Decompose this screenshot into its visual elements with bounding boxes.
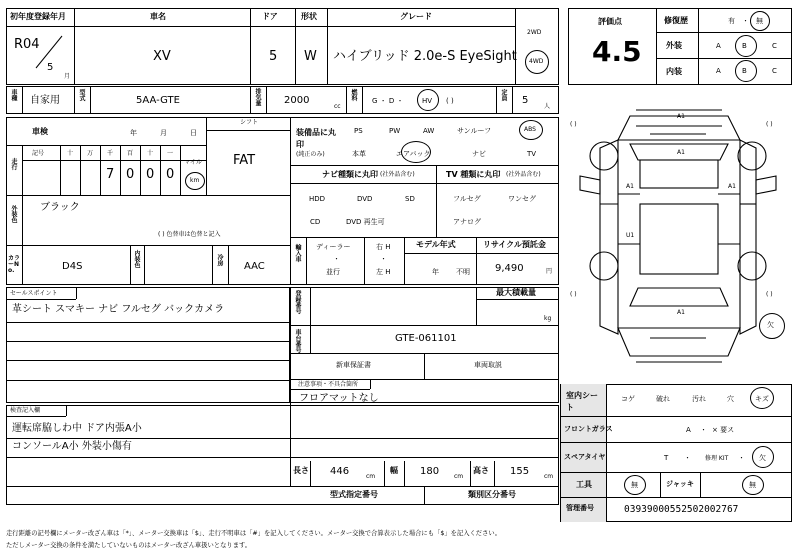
diagram-a1-right: A1	[728, 183, 736, 190]
windshield-label: フロントガラス	[564, 425, 613, 433]
interior-grade-label: 内装	[666, 67, 682, 76]
shift-value: FAT	[233, 153, 256, 168]
windshield-a: A	[686, 426, 691, 434]
import-label: 輸入車	[294, 244, 301, 262]
color-no-label: カラーNo.	[8, 255, 21, 274]
diagram-paren-2: ( )	[766, 121, 773, 128]
mileage-km: km	[190, 177, 200, 184]
capacity-value: 5	[522, 95, 529, 106]
exterior-grade-label: 外装	[666, 41, 682, 50]
drive-2wd: 2WD	[527, 29, 542, 36]
windshield-x: × 要ス	[712, 426, 735, 434]
width-value: 180	[420, 466, 440, 477]
capacity-unit: 人	[544, 103, 551, 110]
use-value: 自家用	[30, 95, 60, 106]
mileage-digit-label-1: 十	[67, 150, 74, 157]
color-no-value: D4S	[62, 261, 83, 272]
notes-label: 注意事項・不具合箇所	[298, 381, 359, 388]
sheet-burn: コゲ	[621, 395, 635, 403]
diagram-paren-1: ( )	[570, 121, 577, 128]
inspection-year: 年	[130, 129, 137, 137]
sheet-tear: 破れ	[656, 395, 670, 403]
interior-color-label: 内装色	[133, 250, 140, 268]
diagram-a1-left: A1	[626, 183, 634, 190]
diagram-paren-4: ( )	[766, 291, 773, 298]
equip-tv: TV	[527, 150, 537, 158]
inspection-month: 月	[160, 129, 167, 137]
equip-aw: AW	[423, 127, 435, 135]
model-year-unknown: 不明	[456, 268, 470, 276]
exterior-color-label: 外装色	[10, 205, 17, 223]
row2-block	[6, 86, 559, 114]
repair-yes: 有	[728, 17, 735, 25]
month-unit: 月	[64, 73, 71, 80]
length-unit: cm	[366, 473, 376, 480]
recycle-value: 9,490	[495, 263, 524, 274]
car-name-label: 車名	[150, 12, 166, 21]
first-reg-month: 5	[47, 62, 54, 73]
import-right-h: 右 H	[376, 243, 391, 251]
ac-label: 冷房	[216, 254, 223, 266]
model-value: 5AA-GTE	[136, 95, 180, 106]
mileage-digit-label-4: 百	[127, 150, 134, 157]
mileage-digit-label-5: 十	[147, 150, 154, 157]
equip-navi: ナビ	[472, 150, 486, 158]
navi-cd: CD	[310, 218, 321, 226]
first-reg-era: R04	[14, 37, 40, 52]
top-left-block	[6, 8, 559, 85]
diagram-mark: 欠	[767, 321, 774, 329]
spare-label: スペアタイヤ	[564, 453, 606, 461]
mileage-digit-label-0: 記号	[32, 150, 45, 157]
displacement-value: 2000	[284, 95, 310, 106]
jack-label: ジャッキ	[666, 480, 694, 488]
inspector-line1: 運転席脇しわ中 ドア内張A小	[12, 423, 142, 434]
interior-grade-a: A	[716, 67, 721, 75]
inspection-day: 日	[190, 129, 197, 137]
equip-sunroof: サンルーフ	[457, 127, 492, 135]
exterior-color-value: ブラック	[40, 202, 80, 213]
exterior-grade-a: A	[716, 42, 721, 50]
equipment-sublabel: (純正のみ)	[296, 151, 325, 158]
capacity-label: 定員	[500, 89, 507, 101]
width-label: 幅	[390, 466, 398, 475]
ac-value: AAC	[244, 261, 265, 272]
recycle-label: リサイクル預託金	[483, 240, 546, 249]
diagram-a1-top: A1	[677, 113, 685, 120]
import-parallel: 並行	[326, 268, 340, 276]
door-count: 5	[269, 49, 278, 64]
cc-unit: cc	[334, 103, 341, 110]
car-name: XV	[153, 49, 171, 64]
height-unit: cm	[544, 473, 554, 480]
navi-hdd: HDD	[309, 195, 326, 203]
model-year-year: 年	[432, 268, 439, 276]
sheet-scratch: キズ	[755, 395, 769, 403]
height-value: 155	[510, 466, 530, 477]
tv-sub: (社外品含む)	[506, 171, 541, 178]
equip-leather: 本革	[352, 150, 366, 158]
spare-mark: 欠	[759, 454, 766, 462]
height-label: 高さ	[473, 466, 489, 475]
warranty-label: 新車保証書	[336, 361, 371, 369]
grade-label: グレード	[400, 12, 432, 21]
tv-analog: アナログ	[453, 218, 481, 226]
mileage-mile: マイル	[184, 159, 202, 166]
drive-4wd: 4WD	[529, 58, 544, 65]
model-year-label: モデル年式	[416, 240, 456, 249]
equip-pw: PW	[389, 127, 401, 135]
mileage-digit-6: 0	[166, 167, 175, 182]
mileage-digit-label-3: 千	[107, 150, 114, 157]
score-label: 評価点	[598, 17, 622, 26]
interior-grade-c: C	[772, 67, 777, 75]
jack-mark: 無	[749, 481, 756, 489]
fuel-label: 燃料	[350, 89, 357, 101]
mileage-label: 走行	[10, 158, 17, 170]
mileage-digit-5: 0	[146, 167, 155, 182]
width-unit: cm	[454, 473, 464, 480]
mileage-digit-4: 0	[126, 167, 135, 182]
body-shape: W	[304, 49, 317, 64]
recycle-yen: 円	[546, 268, 553, 275]
footer-line1: 走行距離の記号欄にメーター改ざん車は「*」、メーター交換車は「$」、走行不明車は「#」を記入してください。メーター交換で合算表示した場合にも「$」を記入ください。	[6, 530, 501, 537]
footer-line2: ただしメーター交換の条件を満たしていないものはメーター改ざん車扱いとなります。	[6, 542, 252, 549]
navi-label: ナビ種類に丸印	[322, 170, 378, 179]
navi-dvd-play: DVD 再生可	[346, 218, 385, 226]
sales-label: セールスポイント	[10, 290, 58, 297]
fuel-hv: HV	[422, 97, 433, 105]
tools-label: 工具	[576, 480, 592, 489]
tv-oneseg: ワンセグ	[508, 195, 536, 203]
shift-label: シフト	[240, 119, 259, 126]
length-value: 446	[330, 466, 350, 477]
inspection-label: 車検	[32, 127, 48, 136]
displacement-label: 排気量	[254, 88, 261, 106]
diagram-a1-front: A1	[677, 149, 685, 156]
max-load-label: 最大積載量	[496, 288, 536, 297]
fuel-options: G ・ D ・	[372, 97, 404, 105]
diagram-u1: U1	[626, 232, 635, 239]
sheet-stain: 汚れ	[692, 395, 706, 403]
equip-abs: ABS	[524, 126, 536, 133]
spare-kit: 修理 KIT	[705, 455, 729, 462]
navi-sub: (社外品含む)	[380, 171, 415, 178]
equip-ps: PS	[354, 127, 363, 135]
chassis-value: GTE-061101	[395, 333, 457, 344]
first-reg-label: 初年度登録年月	[10, 12, 66, 21]
manual-label: 車両取説	[474, 361, 502, 369]
inspector-label: 検査記入欄	[10, 407, 41, 414]
sheet-hole: 穴	[727, 395, 734, 403]
color-change-note: ( ) 色替車は色替と記入	[158, 231, 221, 238]
interior-grade-b: B	[742, 67, 747, 75]
tv-label: TV 種類に丸印	[446, 170, 501, 179]
management-label: 管理番号	[566, 504, 594, 512]
kg-unit: kg	[544, 315, 552, 322]
sales-text: 革シート スマキー ナビ フルセグ バックカメラ	[12, 304, 225, 315]
interior-sheet-label: 室内シート	[566, 391, 598, 412]
spare-t: T	[664, 454, 669, 462]
notes-value: フロアマットなし	[299, 393, 379, 404]
tv-fullseg: フルセグ	[453, 195, 481, 203]
navi-dvd: DVD	[357, 195, 373, 203]
category-label: 類別区分番号	[468, 490, 516, 499]
repair-no: 無	[756, 17, 763, 25]
door-label: ドア	[262, 12, 278, 21]
model-label: 型式	[78, 89, 85, 101]
inspector-line2: コンソールA小 外装小傷有	[12, 441, 132, 452]
mileage-digit-label-2: 万	[87, 150, 94, 157]
equipment-label: 装備品に丸印	[296, 128, 336, 149]
use-label: 車種	[10, 89, 17, 101]
tools-mark: 無	[631, 481, 638, 489]
mileage-digit-3: 7	[106, 167, 115, 182]
import-dealer: ディーラー	[316, 243, 351, 251]
designation-label: 型式指定番号	[330, 490, 378, 499]
chassis-label: 車台番号	[294, 329, 301, 353]
mileage-digit-label-6: 一	[167, 150, 174, 157]
diagram-paren-3: ( )	[570, 291, 577, 298]
car-damage-diagram	[560, 104, 796, 376]
length-label: 長さ	[293, 466, 309, 475]
exterior-grade-c: C	[772, 42, 777, 50]
navi-sd: SD	[405, 195, 415, 203]
equip-airbag: エアバック	[396, 150, 431, 158]
registration-label: 登録番号	[294, 290, 301, 314]
shape-label: 形状	[301, 12, 317, 21]
score-value: 4.5	[592, 35, 642, 68]
import-left-h: 左 H	[376, 268, 391, 276]
management-value: 03939000552502002767	[624, 504, 739, 515]
exterior-grade-b: B	[742, 42, 747, 50]
fuel-other: ( )	[446, 97, 454, 105]
repair-label: 修復歴	[664, 16, 688, 25]
grade-value: ハイブリッド 2.0e-S EyeSight	[333, 49, 517, 64]
diagram-a1-rear: A1	[677, 309, 685, 316]
